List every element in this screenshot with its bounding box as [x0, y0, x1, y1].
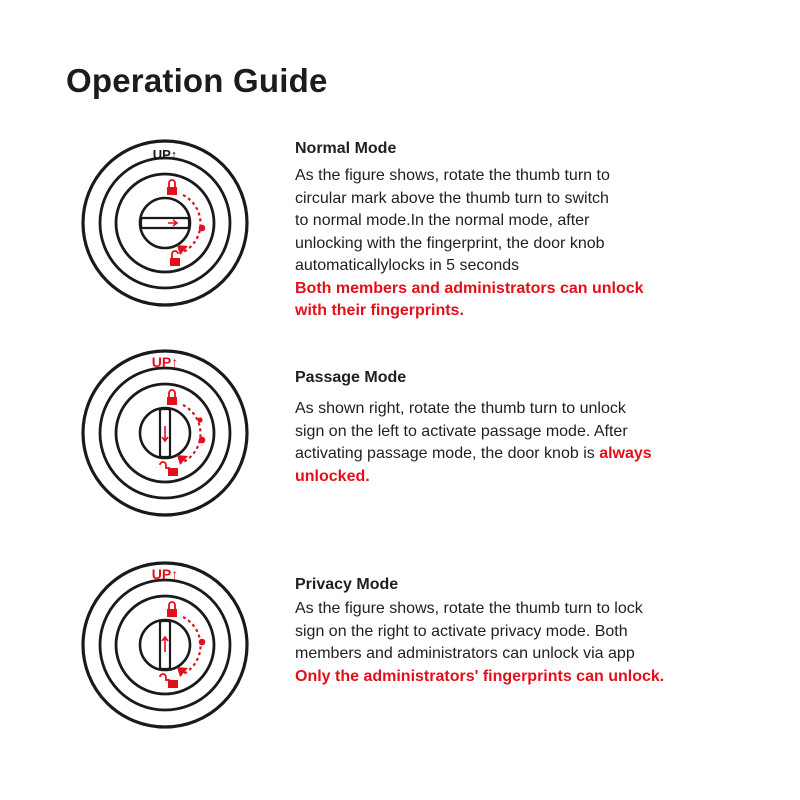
- text-line: unlocking with the fingerprint, the door knob: [295, 234, 605, 252]
- page-title: Operation Guide: [66, 62, 328, 99]
- privacy-mode-dial: [80, 560, 250, 730]
- text-line: automaticallylocks in 5 seconds: [295, 257, 520, 274]
- unlocked-icon: [160, 462, 178, 476]
- dial-up-label: UP↑: [152, 147, 178, 162]
- text-line: circular mark above the thumb turn to switch: [295, 189, 609, 207]
- dial-up-label: UP↑: [151, 354, 179, 370]
- locked-icon: [167, 180, 177, 195]
- unlocked-icon: [160, 674, 178, 688]
- highlight-fragment: always: [599, 445, 652, 462]
- highlight-line: unlocked.: [295, 467, 370, 485]
- passage-mode-section: [295, 368, 765, 488]
- text-line: [295, 443, 765, 466]
- text-line: to normal mode.In the normal mode, after: [295, 212, 590, 229]
- text-line: members and administrators can unlock via app: [295, 645, 635, 662]
- privacy-mode-heading: Privacy Mode: [295, 576, 399, 593]
- passage-mode-description: [295, 398, 765, 488]
- passage-mode-heading: Passage Mode: [295, 369, 407, 386]
- text-line: sign on the left to activate passage mode. After: [295, 422, 628, 440]
- locked-icon: [167, 602, 177, 617]
- normal-mode-description: [295, 165, 765, 323]
- highlight-line: Both members and administrators can unlock: [295, 279, 644, 297]
- highlight-line: Only the administrators' fingerprints can unlock.: [295, 667, 665, 685]
- text-fragment: activating passage mode, the door knob is: [295, 445, 600, 462]
- highlight-line: with their fingerprints.: [295, 302, 464, 319]
- passage-mode-dial: [80, 348, 250, 518]
- dial-up-label: UP↑: [151, 566, 179, 582]
- privacy-mode-section: [295, 575, 765, 688]
- unlocked-icon: [170, 251, 180, 266]
- text-line: As shown right, rotate the thumb turn to unlock: [295, 400, 626, 417]
- text-line: As the figure shows, rotate the thumb turn to lock: [295, 600, 643, 617]
- normal-mode-dial: [80, 138, 250, 308]
- normal-mode-heading: Normal Mode: [295, 140, 397, 157]
- text-line: sign on the right to activate privacy mode. Both: [295, 622, 628, 640]
- locked-icon: [167, 390, 177, 405]
- normal-mode-section: [295, 139, 765, 323]
- privacy-mode-description: [295, 598, 765, 688]
- text-line: As the figure shows, rotate the thumb turn to: [295, 167, 610, 184]
